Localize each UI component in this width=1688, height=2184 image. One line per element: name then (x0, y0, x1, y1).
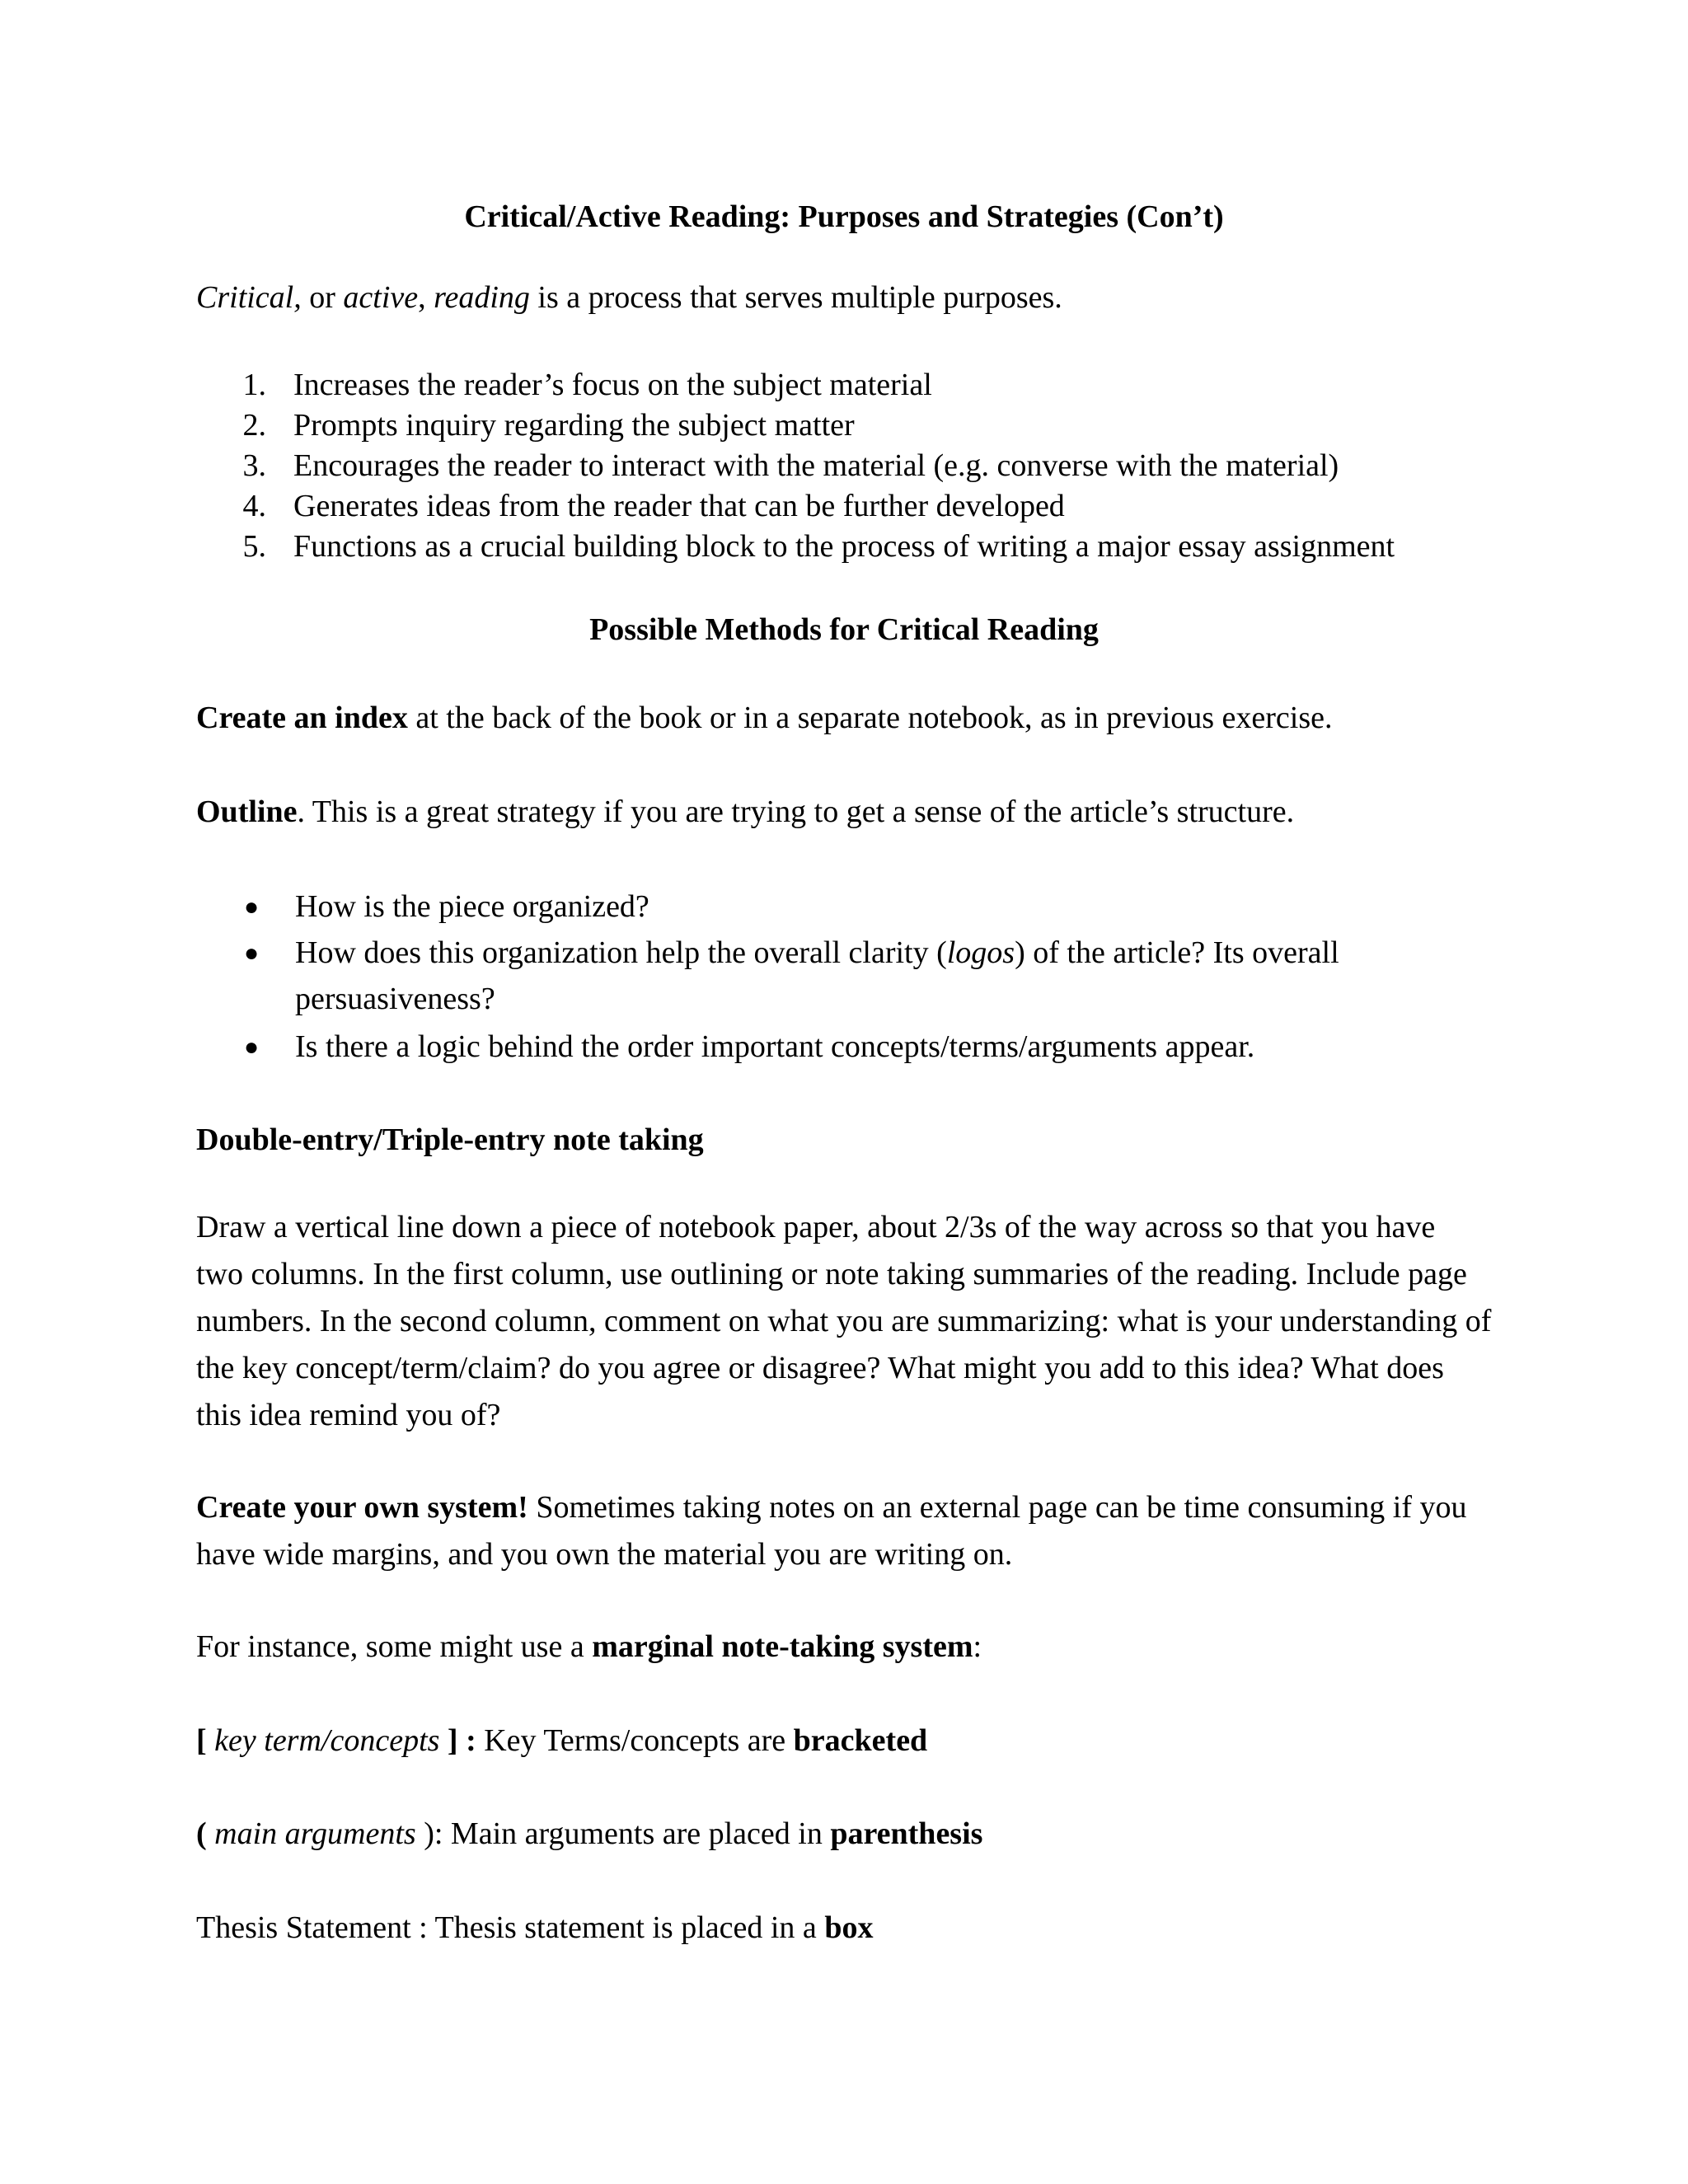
intro-active: active (343, 280, 419, 315)
own-system-line1 (196, 1492, 1466, 1523)
methods-heading: Possible Methods for Critical Reading (589, 612, 1099, 647)
intro-critical: Critical, (196, 280, 302, 315)
double-entry-heading: Double-entry/Triple-entry note taking (196, 1122, 704, 1157)
bracket-open: [ (196, 1723, 207, 1758)
paragraph-line: this idea remind you of? (196, 1398, 501, 1432)
bullet-icon: ● (244, 893, 260, 921)
list-item: Increases the reader’s focus on the subject material (293, 368, 932, 402)
bracket-line (196, 1725, 927, 1756)
thesis-pre: Thesis Statement : Thesis statement is placed in a (196, 1910, 825, 1945)
own-system-line2: have wide margins, and you own the material you are writing on. (196, 1537, 1013, 1572)
bracket-rest: Key Terms/concepts are (476, 1723, 794, 1758)
list-item (295, 937, 1339, 968)
paren-rest: ): Main arguments are placed in (424, 1816, 831, 1851)
list-item-number: 5. (242, 529, 266, 564)
list-item-continuation: persuasiveness? (295, 982, 495, 1016)
page-title: Critical/Active Reading: Purposes and Strategies (Con’t) (464, 199, 1224, 234)
index-label: Create an index (196, 701, 408, 735)
outline-label: Outline (196, 794, 298, 829)
intro-or: or (301, 280, 344, 315)
instance-bold: marginal note-taking system (592, 1629, 973, 1664)
paragraph-line: numbers. In the second column, comment on what you are summarizing: what is your understanding of (196, 1304, 1492, 1338)
bracket-close: ] : (447, 1723, 476, 1758)
paren-bold: parenthesis (830, 1816, 983, 1851)
intro-paragraph (196, 282, 1062, 313)
index-text: at the back of the book or in a separate notebook, as in previous exercise. (407, 701, 1333, 735)
thesis-bold: box (824, 1910, 874, 1945)
bullet-icon: ● (244, 1033, 260, 1061)
instance-pre: For instance, some might use a (196, 1629, 593, 1664)
list-item: Encourages the reader to interact with the material (e.g. converse with the material) (293, 448, 1339, 483)
thesis-line (196, 1912, 873, 1943)
outline-text: . This is a great strategy if you are trying to get a sense of the article’s structure. (297, 794, 1295, 829)
outline-paragraph (196, 796, 1294, 827)
list-item-number: 2. (242, 408, 266, 443)
bracket-bold: bracketed (793, 1723, 928, 1758)
index-paragraph (196, 702, 1333, 733)
b2-part3: ) of the article? Its overall (1015, 935, 1339, 970)
list-item-number: 1. (242, 368, 266, 402)
list-item: Is there a logic behind the order important concepts/terms/arguments appear. (295, 1029, 1255, 1064)
list-item-number: 4. (242, 489, 266, 523)
list-item: Generates ideas from the reader that can be further developed (293, 489, 1065, 523)
b2-part1: How does this organization help the overall clarity ( (295, 935, 947, 970)
instance-post: : (973, 1629, 982, 1664)
paragraph-line: Draw a vertical line down a piece of notebook paper, about 2/3s of the way across so that you have (196, 1210, 1436, 1244)
paren-term: main arguments (206, 1816, 424, 1851)
b2-logos: logos (946, 935, 1015, 970)
list-item: Functions as a crucial building block to the process of writing a major essay assignment (293, 529, 1395, 564)
bullet-icon: ● (244, 940, 260, 967)
paren-open: ( (196, 1816, 207, 1851)
paragraph-line: two columns. In the first column, use outlining or note taking summaries of the reading. Include page (196, 1257, 1467, 1291)
list-item: Prompts inquiry regarding the subject matter (293, 408, 855, 443)
own-system-text: Sometimes taking notes on an external page can be time consuming if you (528, 1490, 1467, 1525)
own-system-label: Create your own system! (196, 1490, 528, 1525)
instance-paragraph (196, 1631, 982, 1662)
bracket-term: key term/concepts (206, 1723, 448, 1758)
intro-reading: reading (434, 280, 530, 315)
paren-line (196, 1818, 982, 1849)
intro-comma: , (418, 280, 434, 315)
paragraph-line: the key concept/term/claim? do you agree or disagree? What might you add to this idea? What does (196, 1351, 1444, 1385)
list-item: How is the piece organized? (295, 889, 649, 924)
list-item-number: 3. (242, 448, 266, 483)
intro-rest: is a process that serves multiple purposes. (529, 280, 1062, 315)
